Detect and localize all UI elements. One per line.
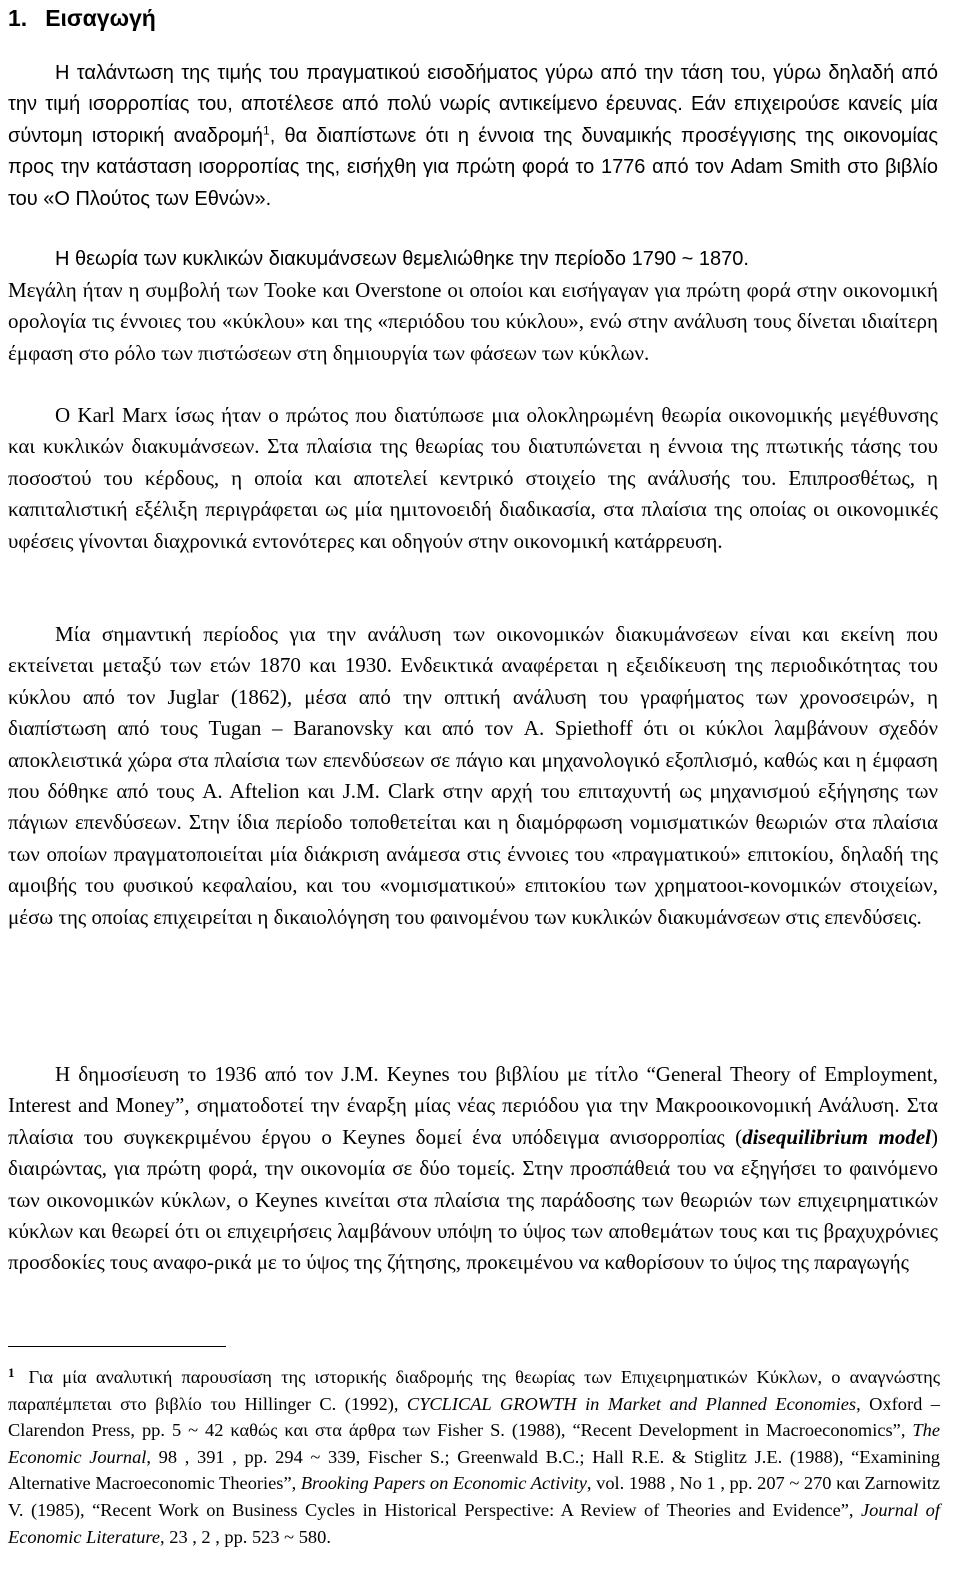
footnote-text-5: , 23 , 2 , pp. 523 ~ 580. [160, 1526, 331, 1547]
footnote-divider [8, 1346, 226, 1347]
footnote-title-1: CYCLICAL GROWTH in Market and Planned Economies [406, 1393, 857, 1414]
footnote-text-1: Για μία αναλυτική παρουσίαση της ιστορικής διαδρομής της θεωρίας των Επιχειρηματικών Κύκλων, ο αναγνώστης παραπέμπεται στο βιβλίο του Hillinger C. (1992), [8, 1367, 940, 1414]
footnote [8, 1360, 940, 1550]
paragraph-1 [8, 58, 938, 215]
section-number: 1. [8, 5, 28, 31]
paragraph-6 [8, 1059, 938, 1279]
footnote-reference[interactable]: 1 [263, 123, 270, 138]
footnote-text-2: , Oxford – Clarendon Press, pp. 5 ~ 42 καθώς και στα άρθρα των Fisher S. (1988), “Recent Development in Macroeconomics”, [8, 1393, 940, 1441]
footnote-title-3: Brooking Papers on Economic Activity [300, 1473, 587, 1494]
paragraph-4: Ο Karl Marx ίσως ήταν ο πρώτος που διατύπωσε μια ολοκληρωμένη θεωρία οικονομικής μεγέθυνσης και κυκλικών διακυμάνσεων. Στα πλαίσια της θεωρίας του διατυπώνεται η έννοια της πτωτικής τάσης του ποσοστού του κέρδους, η οποία και αποτελεί κεντρικό στοιχείο της ανάλυσής του. Επιπροσθέτως, η καπιταλιστική εξέλιξη περιγράφεται ως μία ημιτονοειδή διαδικασία, στα πλαίσια της οποίας οι οικονομικές υφέσεις γίνονται διαχρονικά εντονότερες και οδηγούν στην οικονομική κατάρρευση. [8, 403, 938, 553]
paragraph-6-text-a: Η δημοσίευση το 1936 από τον J.M. Keynes του βιβλίου με τίτλο “General Theory of Employment, Interest and Money”, σηματοδοτεί την έναρξη μίας νέας περιόδου για την Μακροοικονομική Ανάλυση. Στα πλαίσια του συγκεκριμένου έργου ο Keynes δομεί ένα υπόδειγμα ανισορροπίας ( [8, 1062, 938, 1149]
paragraph-2: Η θεωρία των κυκλικών διακυμάνσεων θεμελιώθηκε την περίοδο 1790 ~ 1870. [55, 248, 749, 270]
footnote-text-3: , 98 , 391 , pp. 294 ~ 339, Fischer S.; Greenwald B.C.; Hall R.E. & Stiglitz J.E. (1988), “Examining Alternative Macroeconomic Theories”, [8, 1446, 941, 1494]
footnote-title-2: The Economic Journal [8, 1420, 940, 1467]
paragraph-1-text-b: , θα διαπίστωνε ότι η έννοια της δυναμικής προσέγγισης της οικονομίας προς την κατάσταση ισορροπίας της, εισήχθη για πρώτη φορά το 1776 από τον Adam Smith στο βιβλίο του «Ο Πλούτος των Εθνών». [8, 124, 939, 210]
paragraph-5: Μία σημαντική περίοδος για την ανάλυση των οικονομικών διακυμάνσεων είναι και εκείνη που εκτείνεται μεταξύ των ετών 1870 και 1930. Ενδεικτικά αναφέρεται η εξειδίκευση της περιοδικότητας του κύκλου από τον Juglar (1862), μέσα από την οπτική ανάλυση του γραφήματος των χρονοσειρών, η διαπίστωση από τους Tugan – Baranovsky και από τον A. Spiethoff ότι οι κύκλοι λαμβάνουν σχεδόν αποκλειστικά χώρα στα πλαίσια των επενδύσεων σε πάγιο και μηχανολογικό εξοπλισμό, καθώς και η έμφαση που δόθηκε από τους A. Aftelion και J.M. Clark στην αρχή του επιταχυντή ως μηχανισμού εξήγησης των πάγιων επενδύσεων. Στην ίδια περίοδο τοποθετείται και η διαμόρφωση νομισματικών θεωριών στα πλαίσια των οποίων πραγματοποιείται μία διάκριση ανάμεσα στις έννοιες του «πραγματικού» επιτοκίου, δηλαδή της αμοιβής του φυσικού κεφαλαίου, και του «νομισματικού» επιτοκίου των χρηματοοι-κονομικών στοιχείων, μέσω της οποίας επιχειρείται η δικαιολόγηση του φαινομένου των κυκλικών διακυμάνσεων στις επενδύσεις. [8, 622, 938, 929]
paragraph-3: Μεγάλη ήταν η συμβολή των Tooke και Overstone οι οποίοι και εισήγαγαν για πρώτη φορά στην οικονομική ορολογία τις έννοιες του «κύκλου» και της «περιόδου του κύκλου», ενώ στην ανάλυση τους δίνεται ιδιαίτερη έμφαση στο ρόλο των πιστώσεων στη δημιουργία των φάσεων των κύκλων. [8, 278, 938, 365]
footnote-mark: 1 [8, 1365, 15, 1380]
footnote-text-4: , vol. 1988 , No 1 , pp. 207 ~ 270 και Zarnowitz V. (1985), “Recent Work on Business Cycles in Historical Perspective: A Review of Theories and Evidence”, [8, 1473, 940, 1520]
paragraph-6-text-b: ) διαιρώντας, για πρώτη φορά, την οικονομία σε δύο τομείς. Στην προσπάθειά του να εξηγήσει το φαινόμενο των οικονομικών κύκλων, ο Keynes κινείται στα πλαίσια της παράδοσης των θεωριών των επιχειρηματικών κύκλων και θεωρεί ότι οι επιχειρήσεις λαμβάνουν υπόψη το ύψος των αποθεμάτων τους και τις βραχυχρόνιες προσδοκίες τους αναφο-ρικά με το ύψος της ζήτησης, προκειμένου να καθορίσουν το ύψος της παραγωγής [8, 1124, 938, 1275]
paragraph-1-text-a: Η ταλάντωση της τιμής του πραγματικού εισοδήματος γύρω από την τάση του, γύρω δηλαδή από την τιμή ισορροπίας του, αποτέλεσε από πολύ νωρίς αντικείμενο έρευνας. Εάν επιχειρούσε κανείς μία σύντομη ιστορική αναδρομή [8, 62, 938, 147]
section-heading [8, 4, 156, 32]
section-title: Εισαγωγή [45, 5, 156, 31]
paragraph-6-emphasis: disequilibrium model [742, 1124, 931, 1149]
footnote-title-4: Journal of Economic Literature [8, 1499, 940, 1547]
